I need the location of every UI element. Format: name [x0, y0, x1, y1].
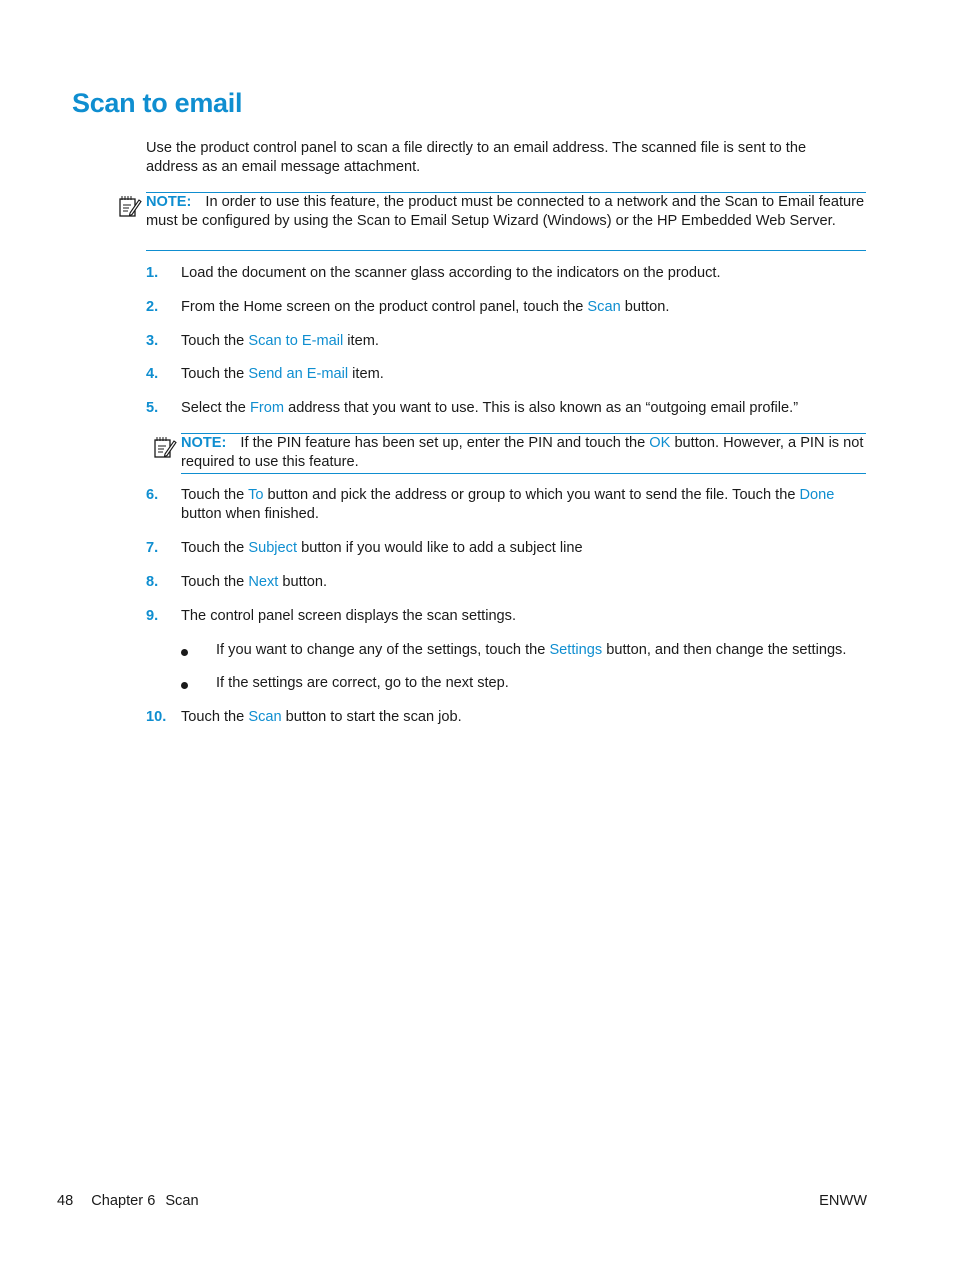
- ui-term-link: Scan: [248, 709, 282, 725]
- step-text: [181, 264, 871, 283]
- step-text-part: Touch the: [181, 366, 249, 382]
- step-number: 3.: [146, 333, 159, 349]
- step-text-part: button.: [278, 574, 328, 590]
- note-text: [146, 193, 866, 231]
- bullet-text: [216, 641, 881, 660]
- step-text-part: button.: [620, 299, 670, 315]
- step-text-part: Touch the: [181, 333, 249, 349]
- step-text: [181, 332, 871, 351]
- step-text-part: address that you want to use. This is also known as an “outgoing email profile.”: [284, 400, 799, 416]
- note-box: [181, 433, 866, 474]
- step-text-part: Load the document on the scanner glass according to the indicators on the product.: [181, 265, 721, 281]
- ui-term-link: To: [248, 487, 264, 503]
- note-pad-icon: [153, 435, 177, 459]
- step-text-part: Touch the: [181, 540, 249, 556]
- step-text-part: item.: [348, 366, 384, 382]
- step-text-part: Select the: [181, 400, 250, 416]
- note-label: NOTE:: [146, 194, 192, 210]
- ui-term-link: Done: [799, 487, 835, 503]
- ui-term-link: OK: [649, 435, 671, 451]
- step-text-part: Touch the: [181, 487, 249, 503]
- ui-term-link: Settings: [549, 642, 603, 658]
- step-item: [146, 708, 871, 727]
- step-item: [146, 399, 871, 418]
- note-text: [181, 434, 866, 472]
- step-number: 2.: [146, 299, 159, 315]
- step-text-part: button and pick the address or group to which you want to send the file. Touch the: [263, 487, 800, 503]
- step-item: [146, 332, 871, 351]
- step-item: [146, 264, 871, 283]
- step-text-part: button if you would like to add a subject line: [297, 540, 583, 556]
- step-number: 6.: [146, 487, 159, 503]
- step-number: 1.: [146, 265, 159, 281]
- page-number: 48: [57, 1193, 74, 1209]
- bullet-dot: [181, 649, 188, 656]
- ui-term-link: Subject: [248, 540, 298, 556]
- step-item: [146, 365, 871, 384]
- intro-paragraph: Use the product control panel to scan a file directly to an email address. The scanned file is sent to the address as an email message attachment.: [146, 140, 807, 175]
- section-label: Scan: [165, 1193, 199, 1209]
- step-item: [146, 607, 871, 626]
- footer-left: [57, 1192, 217, 1211]
- step-text: [181, 539, 871, 558]
- ui-term-link: Scan: [587, 299, 621, 315]
- bullet-text-part: button, and then change the settings.: [602, 642, 847, 658]
- step-text-part: Touch the: [181, 709, 249, 725]
- step-text: [181, 708, 871, 727]
- ui-term-link: From: [249, 400, 285, 416]
- step-text: [181, 486, 871, 524]
- step-text-part: The control panel screen displays the scan settings.: [181, 608, 517, 624]
- ui-term-link: Scan to E-mail: [248, 333, 344, 349]
- note-body: button. However, a PIN is not required to use this feature.: [181, 435, 864, 470]
- footer-right: ENWW: [819, 1193, 867, 1209]
- note-pad-icon: [118, 194, 142, 218]
- step-number: 8.: [146, 574, 159, 590]
- step-text: [181, 399, 871, 418]
- step-number: 7.: [146, 540, 159, 556]
- bullet-text-part: If you want to change any of the settings, touch the: [216, 642, 550, 658]
- step-text-part: From the Home screen on the product control panel, touch the: [181, 299, 588, 315]
- step-text-part: button to start the scan job.: [281, 709, 462, 725]
- bullet-text: [216, 674, 881, 693]
- step-text-part: item.: [343, 333, 379, 349]
- ui-term-link: Send an E-mail: [248, 366, 349, 382]
- step-item: [146, 539, 871, 558]
- step-number: 9.: [146, 608, 159, 624]
- step-text-part: Touch the: [181, 574, 249, 590]
- step-text: [181, 607, 871, 626]
- note-label: NOTE:: [181, 435, 227, 451]
- bullet-item: [181, 674, 881, 693]
- step-text: [181, 298, 871, 317]
- step-item: [146, 298, 871, 317]
- step-text: [181, 573, 871, 592]
- step-number: 10.: [146, 709, 167, 725]
- step-text-part: button when finished.: [181, 506, 319, 522]
- step-item: [146, 573, 871, 592]
- note-box: [146, 192, 866, 251]
- note-body: If the PIN feature has been set up, enter the PIN and touch the: [240, 435, 650, 451]
- page-title: Scan to email: [72, 88, 243, 118]
- note-body: In order to use this feature, the product must be connected to a network and the Scan to Email feature must be configured by using the Scan to Email Setup Wizard (Windows) or the HP Embedded Web Server.: [146, 194, 865, 229]
- step-number: 4.: [146, 366, 159, 382]
- bullet-item: [181, 641, 881, 660]
- bullet-text-part: If the settings are correct, go to the next step.: [216, 675, 509, 691]
- step-item: [146, 486, 871, 524]
- step-text: [181, 365, 871, 384]
- ui-term-link: Next: [248, 574, 279, 590]
- chapter-label: Chapter 6: [91, 1193, 156, 1209]
- step-number: 5.: [146, 400, 159, 416]
- bullet-dot: [181, 682, 188, 689]
